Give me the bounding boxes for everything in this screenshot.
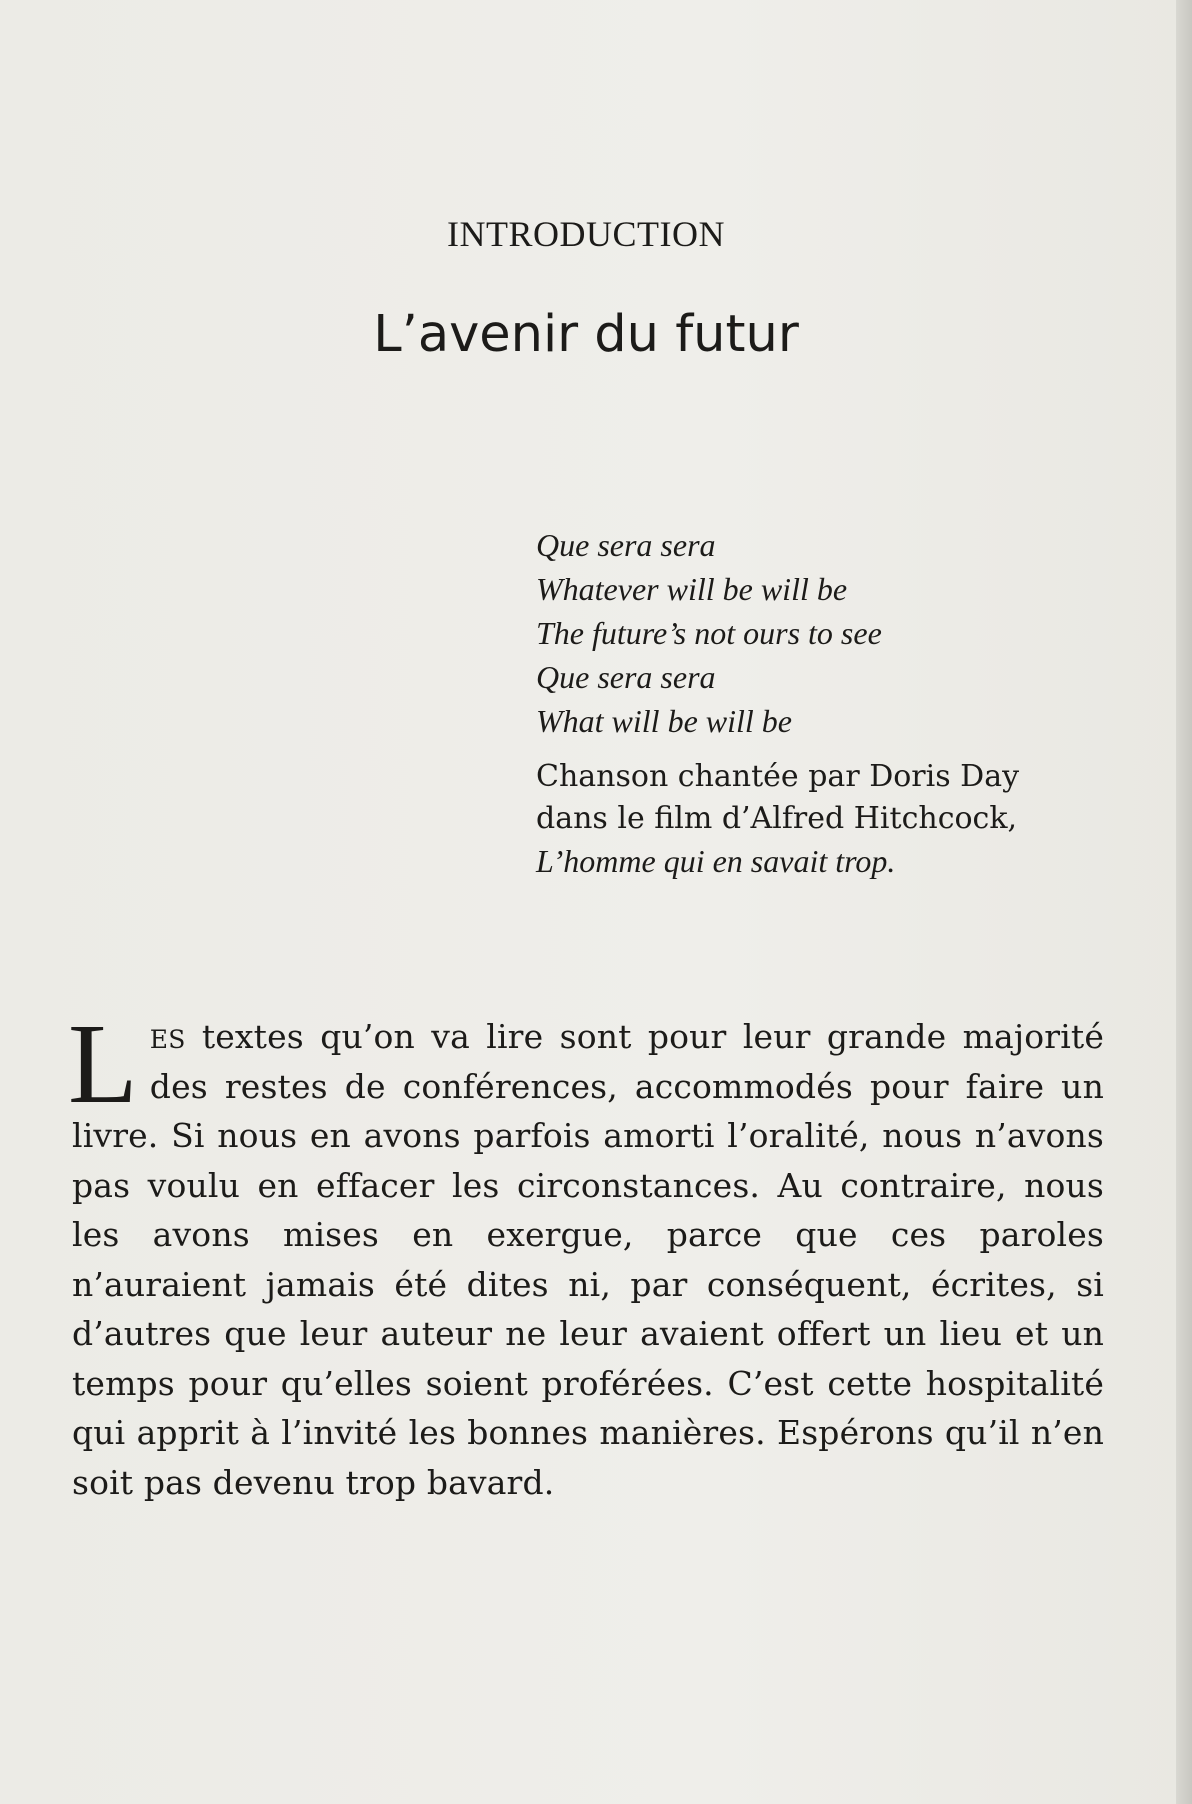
chapter-title: L’avenir du futur	[373, 305, 799, 364]
chapter-label: INTRODUCTION	[447, 214, 725, 254]
paragraph-text: textes qu’on va lire sont pour leur grande majorité des restes de conférences, accommodés pour faire un livre. Si nous en avons parfois amorti l’oralité, nous n’avons pas voulu en effacer les circonstances. Au contraire, nous les avons mises en exergue, parce que ces paroles n’auraient jamais été dites ni, par conséquent, écrites, si d’autres que leur auteur ne leur avaient offert un lieu et un temps pour qu’elles soient proférées. C’est cette hospitalité qui apprit à l’invité les bonnes manières. Espérons qu’il n’en soit pas devenu trop bavard.	[72, 1017, 1104, 1502]
drop-cap: L	[68, 1000, 138, 1127]
attribution-line: Chanson chantée par Doris Day	[536, 759, 1020, 794]
epigraph-line: The future’s not ours to see	[536, 615, 882, 651]
epigraph	[536, 523, 1096, 882]
epigraph-line: Que sera sera	[536, 659, 716, 695]
page-edge	[1176, 0, 1192, 1804]
epigraph-line: Que sera sera	[536, 527, 716, 563]
film-title: L’homme qui en savait trop.	[536, 843, 896, 879]
small-caps-lead: es	[149, 1016, 186, 1057]
epigraph-attribution	[536, 756, 1096, 882]
body-paragraph	[68, 1000, 1104, 1507]
epigraph-line: What will be will be	[536, 703, 792, 739]
epigraph-line: Whatever will be will be	[536, 571, 848, 607]
attribution-line: dans le film d’Alfred Hitchcock,	[536, 801, 1018, 836]
